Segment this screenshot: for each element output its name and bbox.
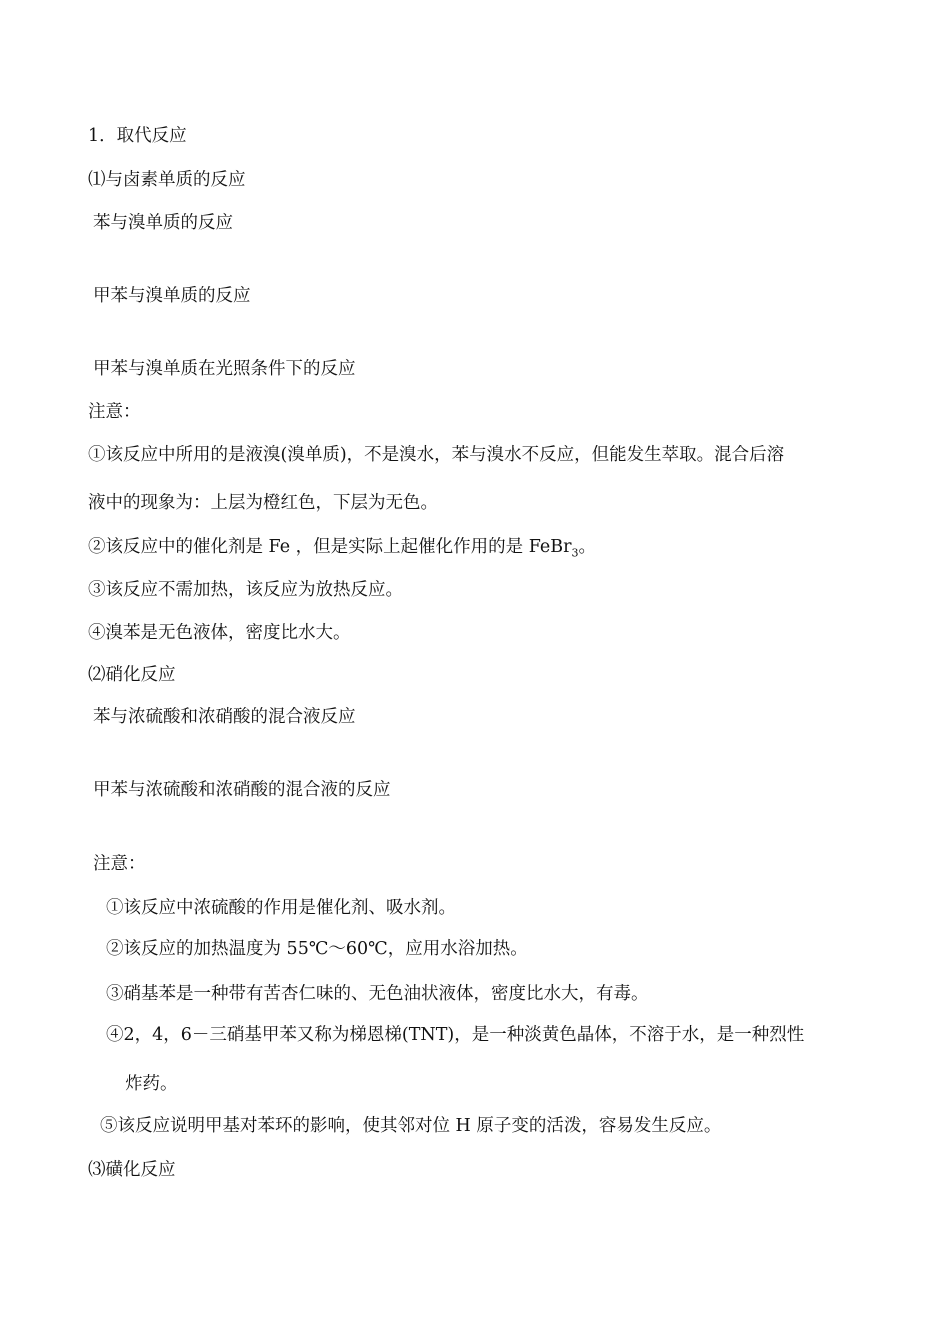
reaction-benzene-nitration: 苯与浓硫酸和浓硝酸的混合液反应	[93, 707, 356, 727]
note-item-1-line-2: 液中的现象为：上层为橙红色，下层为无色。	[88, 493, 438, 513]
note-item-2-end: 。	[578, 537, 596, 557]
subsection-title-sulfonation: ⑶磺化反应	[88, 1160, 176, 1180]
reaction-toluene-bromine: 甲苯与溴单质的反应	[93, 286, 251, 306]
note-item-2	[88, 535, 596, 559]
nitration-note-4-line-1: ④2，4，6－三硝基甲苯又称为梯恩梯(TNT)，是一种淡黄色晶体，不溶于水，是一种烈性	[106, 1025, 805, 1045]
nitration-note-2: ②该反应的加热温度为 55℃～60℃，应用水浴加热。	[106, 939, 528, 959]
reaction-toluene-bromine-light: 甲苯与溴单质在光照条件下的反应	[93, 359, 356, 379]
note-item-4: ④溴苯是无色液体，密度比水大。	[88, 623, 351, 643]
note-label-2: 注意：	[93, 854, 146, 874]
note-item-1-line-1: ①该反应中所用的是液溴(溴单质)，不是溴水，苯与溴水不反应，但能发生萃取。混合后溶	[88, 445, 785, 465]
nitration-note-3: ③硝基苯是一种带有苦杏仁味的、无色油状液体，密度比水大，有毒。	[106, 984, 649, 1004]
note-item-2-subscript: 3	[571, 546, 579, 560]
subsection-title-halogen: ⑴与卤素单质的反应	[88, 170, 246, 190]
subsection-title-nitration: ⑵硝化反应	[88, 665, 176, 685]
section-heading-substitution: 1．取代反应	[88, 126, 187, 146]
note-item-2-text: ②该反应中的催化剂是 Fe ，但是实际上起催化作用的是 FeBr	[88, 537, 572, 557]
nitration-note-1: ①该反应中浓硫酸的作用是催化剂、吸水剂。	[106, 898, 456, 918]
reaction-toluene-nitration: 甲苯与浓硫酸和浓硝酸的混合液的反应	[93, 780, 391, 800]
nitration-note-5: ⑤该反应说明甲基对苯环的影响，使其邻对位 H 原子变的活泼，容易发生反应。	[100, 1116, 722, 1136]
note-label: 注意：	[88, 402, 141, 422]
note-item-3: ③该反应不需加热，该反应为放热反应。	[88, 580, 403, 600]
nitration-note-4-line-2: 炸药。	[125, 1074, 178, 1094]
reaction-benzene-bromine: 苯与溴单质的反应	[93, 213, 233, 233]
